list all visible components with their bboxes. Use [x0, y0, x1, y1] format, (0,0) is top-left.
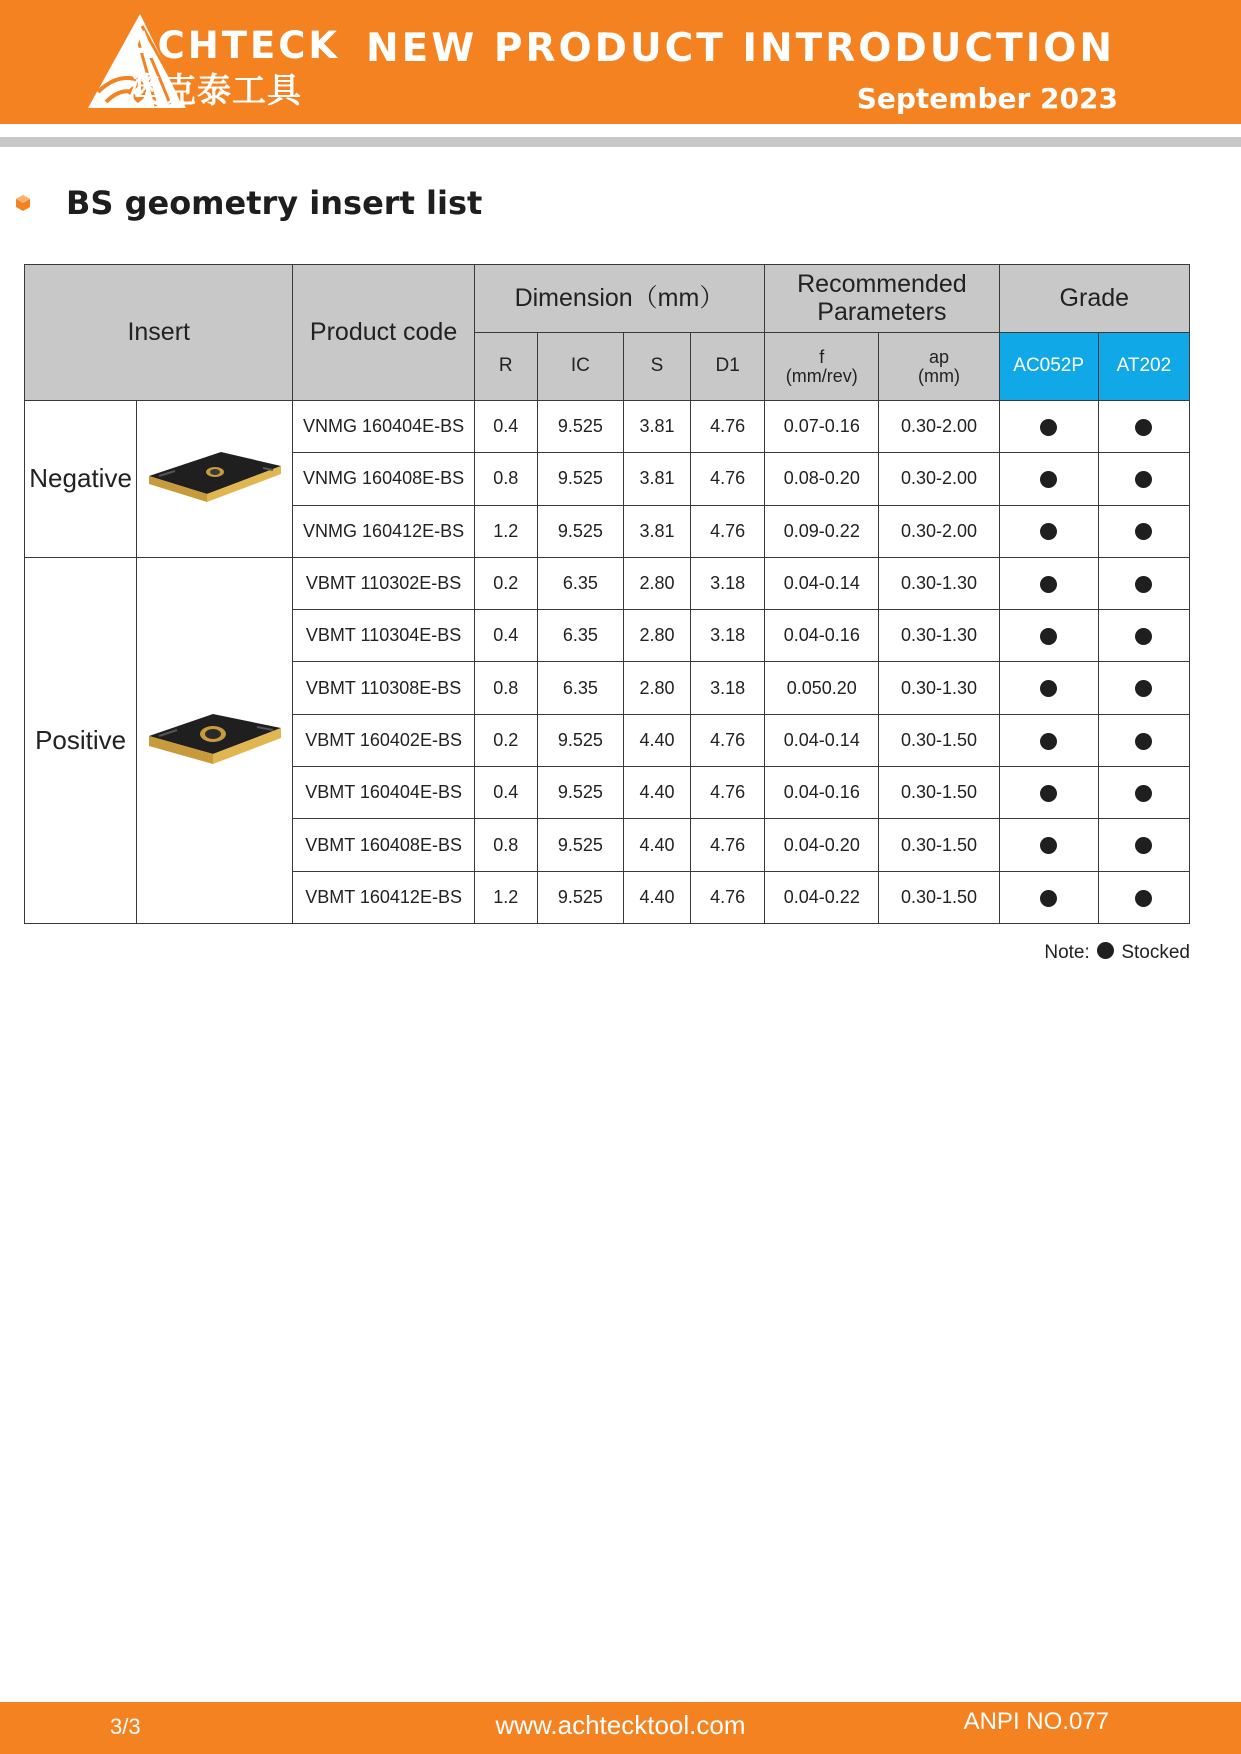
cell-r: 0.8 [474, 662, 537, 714]
cell-grade-ac052p [999, 505, 1098, 557]
cell-r: 0.2 [474, 557, 537, 609]
cell-grade-ac052p [999, 714, 1098, 766]
cell-s: 4.40 [623, 767, 690, 819]
cell-ic: 9.525 [537, 505, 623, 557]
website-link[interactable]: www.achtecktool.com [495, 1710, 746, 1740]
cell-product-code: VBMT 110304E-BS [293, 610, 474, 662]
header-recommended-parameters: Recommended Parameters [765, 265, 999, 333]
stocked-dot-icon [1040, 733, 1057, 750]
stocked-dot-icon [1040, 628, 1057, 645]
table-row [25, 557, 1190, 609]
stocked-dot-icon [1040, 419, 1057, 436]
stocked-dot-icon [1135, 471, 1152, 488]
stocked-dot-icon [1135, 680, 1152, 697]
cell-grade-at202 [1098, 453, 1189, 505]
cell-grade-at202 [1098, 610, 1189, 662]
cell-r: 0.4 [474, 610, 537, 662]
publication-date: September 2023 [856, 82, 1118, 115]
stocked-dot-icon [1040, 680, 1057, 697]
cell-product-code: VBMT 160404E-BS [293, 767, 474, 819]
group-positive: Positive [25, 557, 137, 923]
header-grade-at202: AT202 [1098, 333, 1189, 401]
page-number: 3/3 [110, 1714, 141, 1739]
cell-d1: 4.76 [691, 767, 765, 819]
stocked-dot-icon [1040, 837, 1057, 854]
cell-feed: 0.050.20 [765, 662, 879, 714]
cell-grade-at202 [1098, 557, 1189, 609]
negative-insert-icon [145, 446, 285, 506]
header-insert: Insert [25, 265, 293, 401]
header-feed-label: f [819, 346, 825, 367]
stocked-dot-icon [1135, 628, 1152, 645]
footer-banner [0, 1702, 1241, 1754]
cell-feed: 0.04-0.14 [765, 714, 879, 766]
cell-ic: 9.525 [537, 819, 623, 871]
anpi-number: ANPI NO.077 [963, 1708, 1109, 1735]
cell-d1: 4.76 [691, 453, 765, 505]
brand-name: ACHTECK [126, 24, 341, 67]
cell-s: 3.81 [623, 401, 690, 453]
cell-depth: 0.30-2.00 [879, 505, 999, 557]
cell-grade-at202 [1098, 401, 1189, 453]
header-dimension: Dimension（mm） [474, 265, 764, 333]
cell-product-code: VBMT 110308E-BS [293, 662, 474, 714]
cell-r: 1.2 [474, 871, 537, 923]
stocked-dot-icon [1040, 576, 1057, 593]
cell-depth: 0.30-1.50 [879, 819, 999, 871]
stocked-dot-icon [1097, 942, 1114, 959]
cell-r: 0.8 [474, 453, 537, 505]
cell-ic: 9.525 [537, 453, 623, 505]
cell-product-code: VNMG 160404E-BS [293, 401, 474, 453]
cell-grade-at202 [1098, 714, 1189, 766]
positive-insert-image [137, 557, 293, 923]
cell-feed: 0.07-0.16 [765, 401, 879, 453]
cell-r: 0.4 [474, 401, 537, 453]
stocked-dot-icon [1135, 733, 1152, 750]
cell-grade-at202 [1098, 819, 1189, 871]
cell-depth: 0.30-2.00 [879, 453, 999, 505]
cell-product-code: VBMT 160408E-BS [293, 819, 474, 871]
header-depth-label: ap [928, 346, 949, 367]
cell-d1: 4.76 [691, 401, 765, 453]
cell-s: 4.40 [623, 819, 690, 871]
group-negative: Negative [25, 401, 137, 558]
cell-feed: 0.04-0.20 [765, 819, 879, 871]
cell-d1: 4.76 [691, 871, 765, 923]
header-feed-unit: (mm/rev) [785, 365, 858, 386]
cell-feed: 0.08-0.20 [765, 453, 879, 505]
cell-depth: 0.30-1.50 [879, 714, 999, 766]
header-depth-unit: (mm) [918, 365, 960, 386]
cell-grade-ac052p [999, 610, 1098, 662]
cell-feed: 0.04-0.16 [765, 610, 879, 662]
cell-depth: 0.30-1.30 [879, 557, 999, 609]
cell-feed: 0.04-0.14 [765, 557, 879, 609]
cell-grade-ac052p [999, 767, 1098, 819]
header-grade-ac052p: AC052P [999, 333, 1098, 401]
insert-spec-table [24, 264, 1190, 924]
cell-ic: 6.35 [537, 557, 623, 609]
cell-product-code: VBMT 160402E-BS [293, 714, 474, 766]
cell-d1: 4.76 [691, 819, 765, 871]
header-d1: D1 [691, 333, 765, 401]
header-grade: Grade [999, 265, 1189, 333]
cell-s: 2.80 [623, 610, 690, 662]
stocked-dot-icon [1040, 785, 1057, 802]
stocked-dot-icon [1040, 890, 1057, 907]
cell-ic: 9.525 [537, 714, 623, 766]
cell-product-code: VNMG 160408E-BS [293, 453, 474, 505]
cell-d1: 3.18 [691, 557, 765, 609]
stocked-dot-icon [1040, 523, 1057, 540]
cell-feed: 0.09-0.22 [765, 505, 879, 557]
header-feed [765, 333, 879, 401]
cell-d1: 4.76 [691, 505, 765, 557]
negative-insert-image [137, 401, 293, 558]
positive-insert-icon [145, 708, 285, 768]
cell-s: 2.80 [623, 557, 690, 609]
cell-s: 4.40 [623, 871, 690, 923]
cell-feed: 0.04-0.16 [765, 767, 879, 819]
cell-depth: 0.30-1.30 [879, 662, 999, 714]
stocked-dot-icon [1135, 419, 1152, 436]
cell-grade-at202 [1098, 662, 1189, 714]
cell-feed: 0.04-0.22 [765, 871, 879, 923]
cell-d1: 3.18 [691, 610, 765, 662]
cell-s: 2.80 [623, 662, 690, 714]
header-divider [0, 137, 1241, 147]
cell-r: 0.8 [474, 819, 537, 871]
cell-grade-ac052p [999, 819, 1098, 871]
stocked-dot-icon [1135, 890, 1152, 907]
stock-note [1044, 942, 1190, 964]
stocked-dot-icon [1135, 785, 1152, 802]
cell-ic: 6.35 [537, 662, 623, 714]
cell-ic: 9.525 [537, 871, 623, 923]
stocked-dot-icon [1135, 837, 1152, 854]
cell-depth: 0.30-1.50 [879, 767, 999, 819]
stocked-dot-icon [1040, 471, 1057, 488]
cell-depth: 0.30-1.30 [879, 610, 999, 662]
cell-depth: 0.30-1.50 [879, 871, 999, 923]
cell-grade-ac052p [999, 557, 1098, 609]
cell-grade-ac052p [999, 401, 1098, 453]
cell-ic: 9.525 [537, 767, 623, 819]
header-ic: IC [537, 333, 623, 401]
header-banner [0, 0, 1241, 124]
cell-grade-at202 [1098, 871, 1189, 923]
cell-r: 1.2 [474, 505, 537, 557]
cell-r: 0.2 [474, 714, 537, 766]
cell-product-code: VBMT 160412E-BS [293, 871, 474, 923]
note-prefix: Note: [1044, 942, 1090, 963]
cell-grade-ac052p [999, 453, 1098, 505]
cell-s: 3.81 [623, 505, 690, 557]
page-title: NEW PRODUCT INTRODUCTION [366, 26, 1115, 71]
header-s: S [623, 333, 690, 401]
cell-product-code: VBMT 110302E-BS [293, 557, 474, 609]
cell-d1: 4.76 [691, 714, 765, 766]
cell-ic: 6.35 [537, 610, 623, 662]
header-r: R [474, 333, 537, 401]
hexagon-bullet-icon [16, 195, 30, 211]
cell-grade-ac052p [999, 662, 1098, 714]
header-depth [879, 333, 999, 401]
brand-name-cn: 澳克泰工具 [127, 71, 302, 111]
cell-grade-at202 [1098, 505, 1189, 557]
section-title: BS geometry insert list [66, 184, 483, 222]
cell-d1: 3.18 [691, 662, 765, 714]
stocked-dot-icon [1135, 576, 1152, 593]
stocked-dot-icon [1135, 523, 1152, 540]
header-product-code: Product code [293, 265, 474, 401]
cell-grade-at202 [1098, 767, 1189, 819]
note-label: Stocked [1121, 942, 1190, 963]
cell-depth: 0.30-2.00 [879, 401, 999, 453]
table-row [25, 401, 1190, 453]
cell-s: 4.40 [623, 714, 690, 766]
cell-s: 3.81 [623, 453, 690, 505]
cell-r: 0.4 [474, 767, 537, 819]
cell-ic: 9.525 [537, 401, 623, 453]
cell-product-code: VNMG 160412E-BS [293, 505, 474, 557]
cell-grade-ac052p [999, 871, 1098, 923]
